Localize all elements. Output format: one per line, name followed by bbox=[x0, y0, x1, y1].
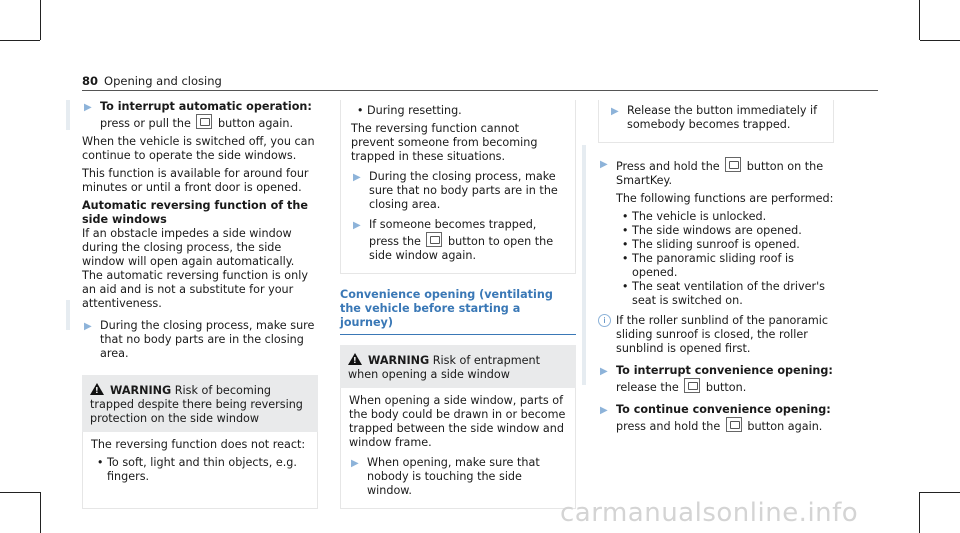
warning-body: The reversing function does not react: • To soft, light and thin objects, e.g. fingers. bbox=[82, 432, 318, 509]
warning-header: !WARNING Risk of becoming trapped despite there being reversing protection on the side window bbox=[82, 375, 318, 432]
step-arrow-icon: ▶ bbox=[600, 159, 608, 170]
watermark: carmanualsonline.info bbox=[560, 498, 859, 528]
window-button-icon bbox=[426, 232, 442, 247]
crop-mark bbox=[919, 492, 920, 533]
paragraph: If an obstacle impedes a side window during the closing process, the side window will open again automatically. The automatic reversing function is only an aid and is not a substitute for your attentiveness. bbox=[82, 227, 308, 310]
step-opening: ▶ When opening, make sure that nobody is touching the side window. bbox=[351, 456, 540, 497]
column-1 bbox=[82, 100, 318, 509]
window-button-icon bbox=[196, 114, 212, 129]
crop-mark bbox=[919, 0, 920, 40]
crop-mark bbox=[0, 40, 40, 41]
step-closing: ▶ During the closing process, make sure that no body parts are in the closing area. bbox=[84, 319, 315, 360]
step-closing: ▶ During the closing process, make sure that no body parts are in the closing area. bbox=[353, 170, 558, 211]
step-arrow-icon: ▶ bbox=[351, 458, 359, 469]
crop-mark bbox=[920, 492, 960, 493]
subheading: Automatic reversing function of the side windows bbox=[82, 199, 308, 226]
page-header bbox=[82, 74, 222, 88]
step-arrow-icon: ▶ bbox=[600, 405, 608, 416]
step-interrupt-convenience: ▶ To interrupt convenience opening: release the button. bbox=[600, 364, 833, 394]
list-item: • The seat ventilation of the driver's seat is switched on. bbox=[632, 280, 834, 308]
crop-mark bbox=[40, 492, 41, 533]
column-3 bbox=[598, 100, 834, 438]
step-arrow-icon: ▶ bbox=[600, 366, 608, 377]
info-icon: i bbox=[598, 314, 611, 327]
warning-header: !WARNING Risk of entrapment when opening a side window bbox=[340, 345, 576, 388]
crop-mark bbox=[920, 40, 960, 41]
info-note: i If the roller sunblind of the panoramic sliding sunroof is closed, the roller sunblind is opened first. bbox=[598, 314, 834, 356]
list-item: • To soft, light and thin objects, e.g. fingers. bbox=[107, 456, 309, 484]
smartkey-button-icon bbox=[726, 417, 742, 432]
step-arrow-icon: ▶ bbox=[353, 172, 361, 183]
step-press-hold: ▶ Press and hold the button on the SmartKey. The following functions are performed: • The vehicle is unlocked. • The side windows are opened. • The sliding sunroof is opened. • The panoramic sliding roof is opened. • The seat ventilation of the driver's seat is switched on. bbox=[598, 157, 834, 308]
list-item: • The side windows are opened. bbox=[632, 224, 834, 238]
step-bar bbox=[582, 145, 586, 385]
smartkey-button-icon bbox=[725, 157, 741, 172]
step-arrow-icon: ▶ bbox=[84, 102, 92, 113]
page-number: 80 bbox=[82, 74, 99, 88]
crop-mark bbox=[0, 492, 40, 493]
paragraph: This function is available for around four minutes or until a front door is opened. bbox=[82, 167, 309, 194]
list-item: • The sliding sunroof is opened. bbox=[632, 238, 834, 252]
warning-triangle-icon bbox=[90, 383, 104, 395]
smartkey-button-icon bbox=[684, 378, 700, 393]
step-continue-convenience: ▶ To continue convenience opening: press and hold the button again. bbox=[600, 403, 831, 433]
step-bar bbox=[66, 300, 70, 330]
paragraph: When the vehicle is switched off, you can continue to operate the side windows. bbox=[82, 135, 315, 162]
header-rule bbox=[82, 90, 878, 91]
list-item: • During resetting. bbox=[367, 104, 565, 118]
list-item: • The vehicle is unlocked. bbox=[632, 210, 834, 224]
warning-triangle-icon bbox=[348, 353, 362, 365]
step-release: ▶ Release the button immediately if somebody becomes trapped. bbox=[611, 104, 818, 131]
list-item: • The panoramic sliding roof is opened. bbox=[632, 252, 834, 280]
warning-continuation bbox=[598, 100, 834, 143]
step-bar bbox=[66, 100, 70, 130]
crop-mark bbox=[40, 0, 41, 40]
warning-body: When opening a side window, parts of the body could be drawn in or become trapped between the side window and window frame. ▶ When opening, make sure that nobody is touching the side window. bbox=[340, 388, 576, 509]
step-trapped: ▶ If someone becomes trapped, press the button to open the side window again. bbox=[353, 218, 554, 262]
warning-continuation: • During resetting. The reversing function cannot prevent someone from becoming trapped in these situations. ▶ During the closing process, make sure that no body parts are in the closing area. ▶ If someone becomes trapped, press the button to open the side window again. bbox=[340, 100, 576, 274]
step-arrow-icon: ▶ bbox=[611, 106, 619, 117]
column-2 bbox=[340, 100, 576, 509]
step-interrupt: ▶ To interrupt automatic operation: press or pull the button again. bbox=[84, 100, 312, 130]
step-arrow-icon: ▶ bbox=[84, 321, 92, 332]
section-title: Opening and closing bbox=[104, 74, 222, 88]
section-heading: Convenience opening (ventilating the vehicle before starting a journey) bbox=[340, 288, 576, 335]
function-list bbox=[616, 210, 834, 308]
step-arrow-icon: ▶ bbox=[353, 220, 361, 231]
